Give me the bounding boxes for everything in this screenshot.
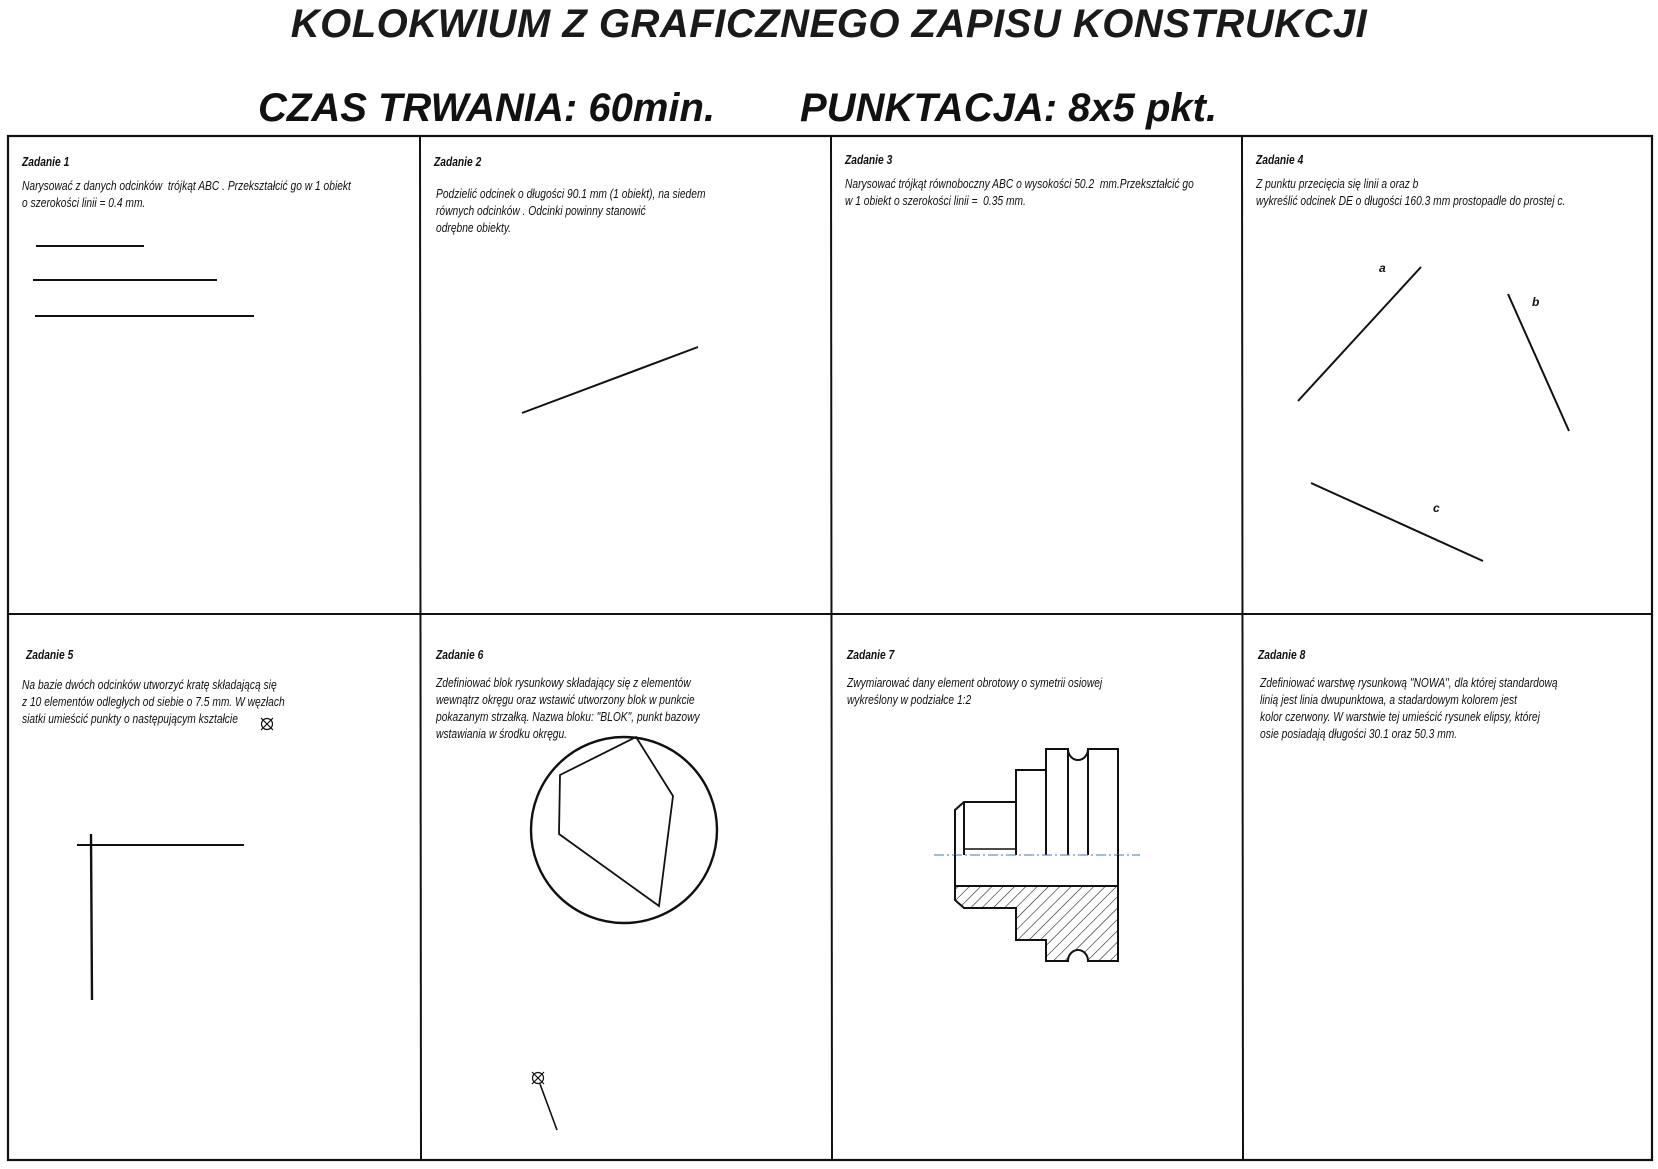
line-a-label: a: [1379, 261, 1386, 275]
task-3-label: Zadanie 3: [845, 153, 893, 167]
task-1-text: Narysować z danych odcinków trójkąt ABC . Przekształcić go w 1 obiekt o szerokości linii = 0.4 mm.: [22, 179, 351, 210]
task-7-label: Zadanie 7: [847, 648, 895, 662]
task-8-text: Zdefiniować warstwę rysunkową "NOWA", dla której standardową linią jest linia dwupunktowa, a stadardowym kolorem jest kolor czerwony. W warstwie tej umieścić rysunek elipsy, której osie posiadają długości 30.1 oraz 50.3 mm.: [1260, 676, 1558, 741]
task-7-text: Zwymiarować dany element obrotowy o symetrii osiowej wykreślony w podziałce 1:2: [847, 676, 1103, 707]
exam-points: PUNKTACJA: 8x5 pkt.: [800, 86, 1218, 130]
part-section-hatched: [955, 886, 1118, 961]
page-title: KOLOKWIUM Z GRAFICZNEGO ZAPISU KONSTRUKCJI: [290, 2, 1368, 46]
task-4-label: Zadanie 4: [1256, 153, 1304, 167]
line-b-label: b: [1532, 295, 1540, 309]
task-8-label: Zadanie 8: [1258, 648, 1306, 662]
task-4-text: Z punktu przecięcia się linii a oraz b wykreślić odcinek DE o długości 160.3 mm prostopadle do prostej c.: [1256, 177, 1566, 208]
task-5-label: Zadanie 5: [26, 648, 74, 662]
task-5-text: Na bazie dwóch odcinków utworzyć kratę składającą się z 10 elementów odległych od siebie o 7.5 mm. W węzłach siatki umieścić punkty o następującym kształcie: [22, 678, 285, 726]
task-2-text: Podzielić odcinek o długości 90.1 mm (1 obiekt), na siedem równych odcinków . Odcinki powinny stanowić odrębne obiekty.: [436, 187, 706, 235]
task-2-label: Zadanie 2: [434, 155, 482, 169]
task-6-text: Zdefiniować blok rysunkowy składający się z elementów wewnątrz okręgu oraz wstawić utworzony blok w punkcie pokazanym strzałką. Nazwa bloku: "BLOK", punkt bazowy wstawiania w środku okręgu.: [436, 676, 700, 741]
task-6-label: Zadanie 6: [436, 648, 484, 662]
line-c-label: c: [1433, 501, 1440, 515]
part-upper-outline: [955, 749, 1118, 855]
exam-duration: CZAS TRWANIA: 60min.: [258, 86, 716, 130]
task-3-text: Narysować trójkąt równoboczny ABC o wysokości 50.2 mm.Przekształcić go w 1 obiekt o szerokości linii = 0.35 mm.: [845, 177, 1194, 208]
task-1-label: Zadanie 1: [22, 155, 70, 169]
